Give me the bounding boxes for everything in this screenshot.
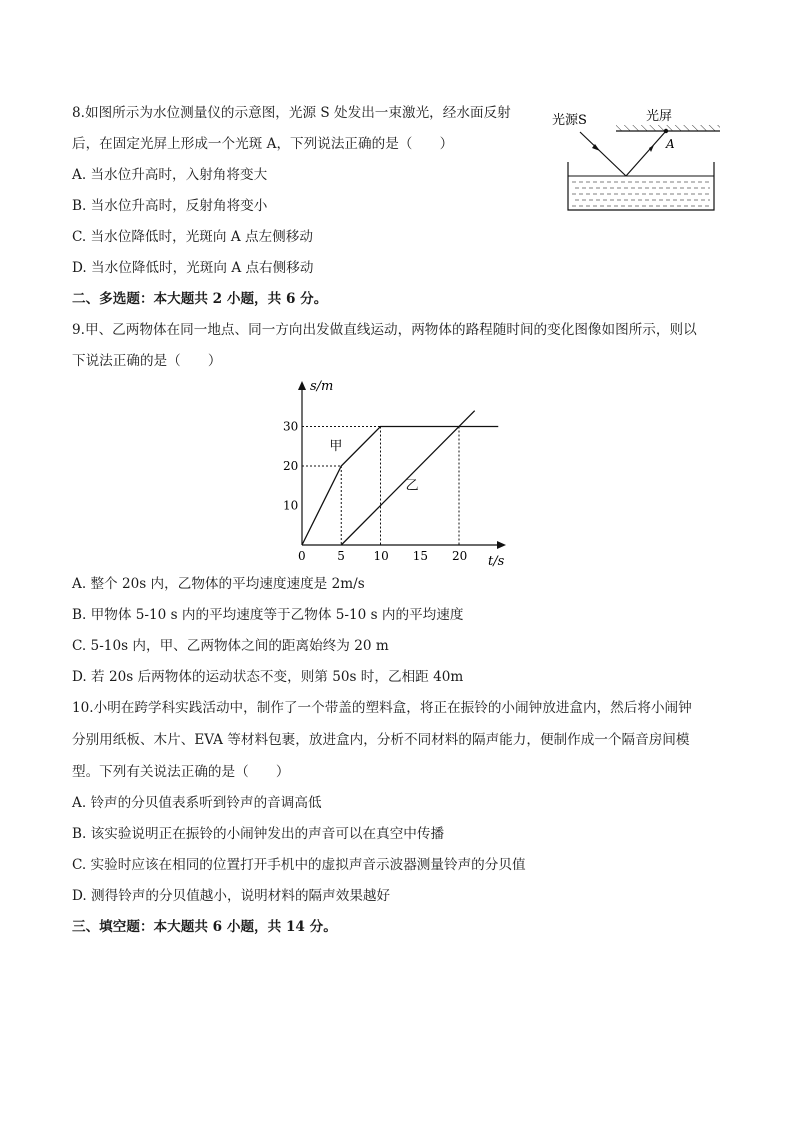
light-spot	[664, 129, 668, 133]
y-tick-label: 10	[283, 498, 299, 513]
q8-option-c: C. 当水位降低时，光斑向 A 点左侧移动	[72, 229, 313, 245]
q9-stem-line1: 9.甲、乙两物体在同一地点、同一方向出发做直线运动，两物体的路程随时间的变化图像如图所示，则以	[72, 322, 697, 338]
q10-option-a: A. 铃声的分贝值表系听到铃声的音调高低	[72, 795, 322, 811]
q8-option-a: A. 当水位升高时，入射角将变大	[72, 167, 268, 183]
x-tick-label: 20	[452, 549, 468, 563]
q10-option-d: D. 测得铃声的分贝值越小，说明材料的隔声效果越好	[72, 888, 391, 904]
st-chart	[268, 375, 518, 570]
x-tick-label: 0	[298, 549, 306, 563]
q10-stem-line1: 10.小明在跨学科实践活动中，制作了一个带盖的塑料盒，将正在振铃的小闹钟放进盒内，然后将小闹钟	[72, 700, 692, 716]
y-axis-arrow	[298, 381, 306, 390]
q8-stem-line2: 后，在固定光屏上形成一个光斑 A，下列说法正确的是（ ）	[72, 136, 454, 152]
y-axis-label: s/m	[310, 379, 334, 394]
spot-label: A	[666, 137, 675, 151]
q10-stem-line2: 分别用纸板、木片、EVA 等材料包裹，放进盒内，分析不同材料的隔声能力，便制作成一个隔音房间模	[72, 732, 690, 748]
q10-option-c: C. 实验时应该在相同的位置打开手机中的虚拟声音示波器测量铃声的分贝值	[72, 857, 526, 873]
reflected-ray	[626, 131, 666, 176]
x-axis-label: t/s	[488, 554, 505, 569]
q8-option-b: B. 当水位升高时，反射角将变小	[72, 198, 268, 214]
x-axis-arrow	[497, 541, 506, 549]
q8-option-d: D. 当水位降低时，光斑向 A 点右侧移动	[72, 260, 314, 276]
y-tick-label: 20	[283, 459, 299, 473]
light-source-label: 光源S	[552, 113, 587, 128]
q9-option-c: C. 5-10s 内，甲、乙两物体之间的距离始终为 20 m	[72, 638, 389, 654]
q10-option-b: B. 该实验说明正在振铃的小闹钟发出的声音可以在真空中传播	[72, 826, 445, 842]
y-tick-label: 30	[283, 419, 299, 434]
q8-stem-line1: 8.如图所示为水位测量仪的示意图，光源 S 处发出一束激光，经水面反射	[72, 105, 511, 121]
q9-option-a: A. 整个 20s 内，乙物体的平均速度速度是 2m/s	[72, 576, 365, 592]
q9-stem-line2: 下说法正确的是（ ）	[72, 353, 222, 369]
water-container	[568, 162, 714, 210]
q9-option-d: D. 若 20s 后两物体的运动状态不变，则第 50s 时，乙相距 40m	[72, 669, 464, 685]
water-dashes	[572, 182, 710, 206]
q9-option-b: B. 甲物体 5-10 s 内的平均速度等于乙物体 5-10 s 内的平均速度	[72, 607, 464, 623]
reflected-arrow	[649, 145, 654, 152]
q10-stem-line3: 型。下列有关说法正确的是（ ）	[72, 764, 290, 780]
x-tick-label: 5	[337, 549, 345, 563]
water-level-diagram	[548, 100, 728, 218]
section3-heading: 三、填空题：本大题共 6 小题，共 14 分。	[72, 919, 337, 935]
series-yi-label: 乙	[405, 478, 419, 494]
x-tick-label: 15	[412, 549, 429, 563]
x-tick-label: 10	[373, 549, 389, 563]
series-jia-label: 甲	[329, 439, 343, 455]
incident-ray	[580, 132, 626, 176]
section2-heading: 二、多选题：本大题共 2 小题，共 6 分。	[72, 291, 328, 307]
screen-label: 光屏	[646, 109, 673, 124]
